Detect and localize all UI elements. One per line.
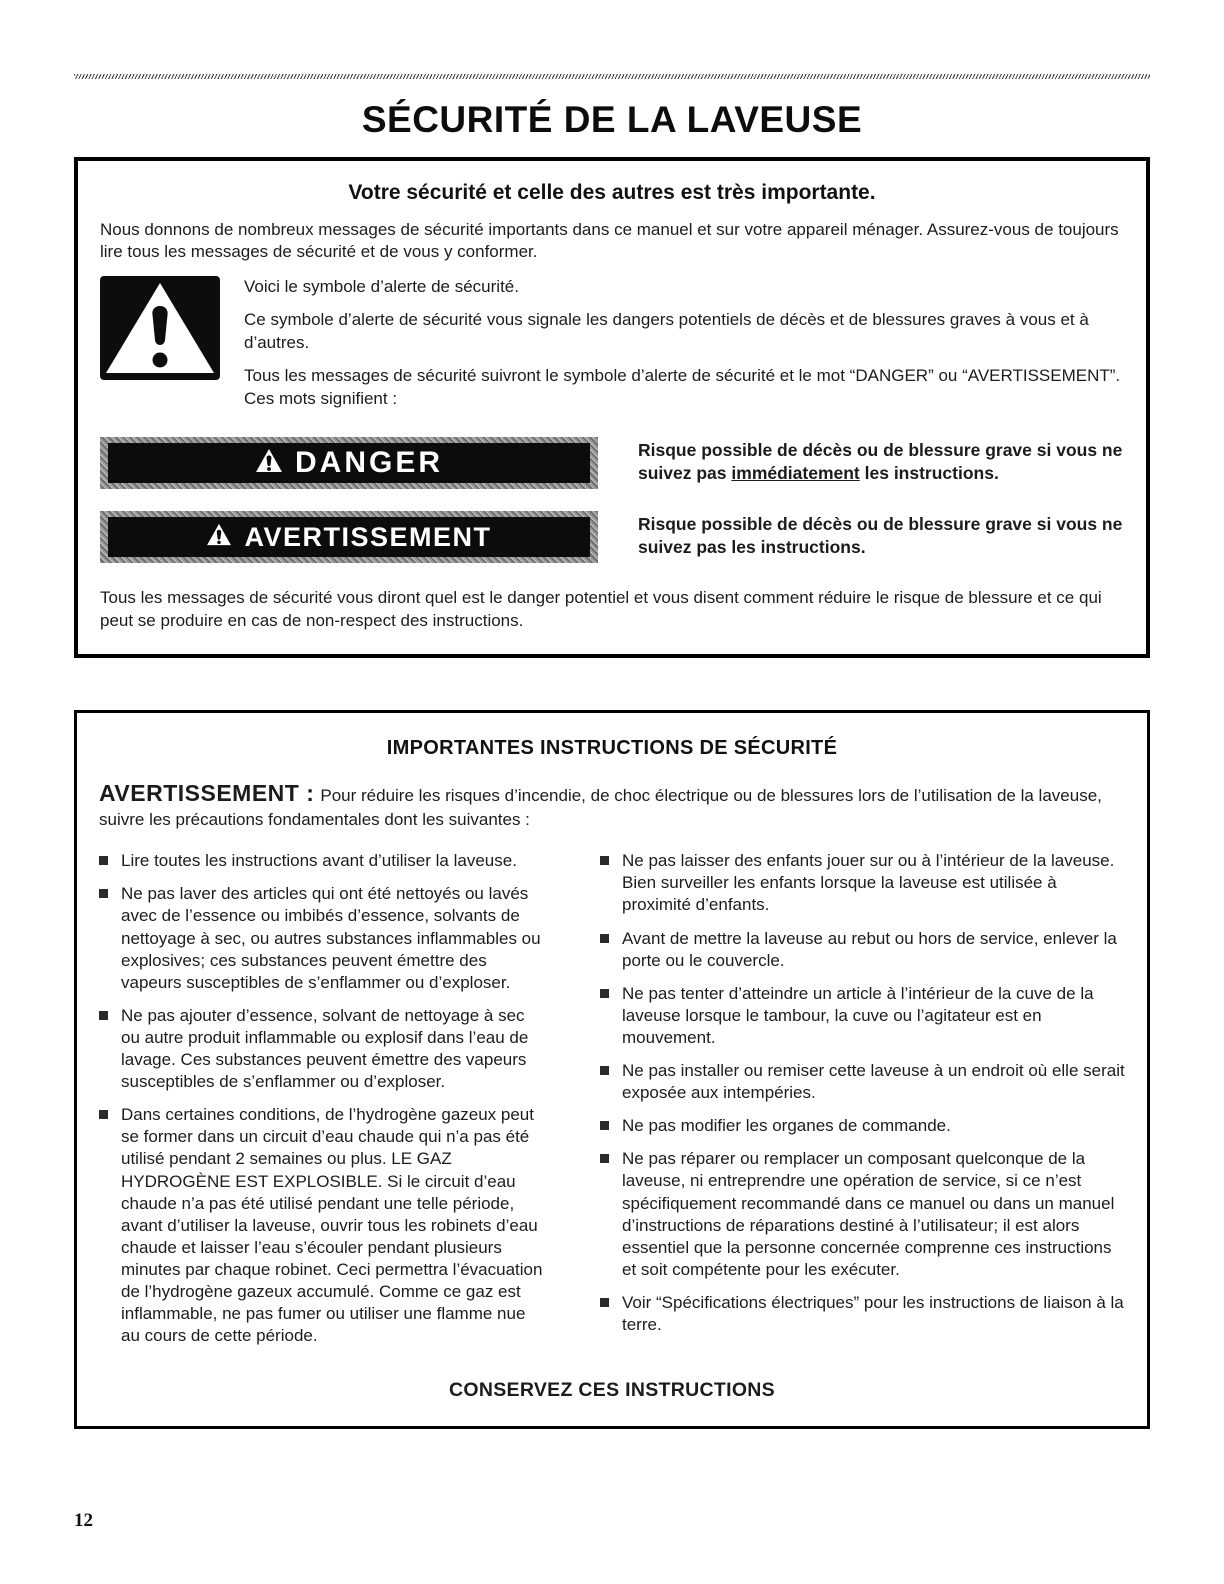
instructions-warning-line [99, 778, 1125, 832]
list-item [600, 850, 1125, 916]
danger-banner-inner [108, 443, 590, 483]
instructions-left-column [99, 850, 546, 1358]
square-bullet-icon [99, 1011, 108, 1020]
page-number: 12 [74, 1510, 93, 1531]
alert-symbol-text [244, 276, 1124, 421]
square-bullet-icon [99, 889, 108, 898]
danger-desc-underlined: immédiatement [731, 463, 860, 484]
symbol-follow-line: Tous les messages de sécurité suivront le symbole d’alerte de sécurité et le mot “DANGER” ou “AVERTISSEMENT”. Ces mots signifient : [244, 366, 1121, 408]
warning-banner [100, 511, 598, 563]
safety-alert-icon [100, 276, 220, 385]
list-item [99, 883, 546, 993]
list-item [99, 850, 546, 872]
list-item [600, 1060, 1125, 1104]
warning-word-text: Pour réduire les risques d’incendie, de choc électrique ou de blessures lors de l’utilisation de la laveuse, suivre les précautions fondamentales dont les suivantes : [99, 786, 1102, 830]
square-bullet-icon [600, 1154, 609, 1163]
warning-banner-inner [108, 517, 590, 557]
instruction-text: Ne pas laver des articles qui ont été nettoyés ou lavés avec de l’essence ou imbibés d’essence, solvants de nettoyage à sec, ou autres substances inflammables ou explosives; ces substances peuvent émettre des vapeurs susceptibles de s’enflammer ou d’exploser. [121, 884, 541, 992]
warning-triangle-icon [206, 523, 232, 551]
square-bullet-icon [600, 1298, 609, 1307]
square-bullet-icon [600, 989, 609, 998]
danger-banner [100, 437, 598, 489]
instruction-text: Ne pas laisser des enfants jouer sur ou à l’intérieur de la laveuse. Bien surveiller les enfants lorsque la laveuse est utilisée à proximité d’enfants. [622, 851, 1115, 915]
instruction-text: Ne pas installer ou remiser cette laveuse à un endroit où elle serait exposée aux intempéries. [622, 1061, 1125, 1103]
warning-description: Risque possible de décès ou de blessure grave si vous ne suivez pas les instructions. [638, 514, 1123, 558]
warning-triangle-icon [255, 448, 283, 478]
list-item [600, 1148, 1125, 1281]
instruction-text: Ne pas modifier les organes de commande. [622, 1116, 951, 1136]
list-item [600, 928, 1125, 972]
conserve-instructions-footer: CONSERVEZ CES INSTRUCTIONS [449, 1379, 775, 1402]
list-item [600, 1292, 1125, 1336]
symbol-intro-line: Voici le symbole d’alerte de sécurité. [244, 276, 519, 296]
warning-word: AVERTISSEMENT : [99, 780, 315, 807]
square-bullet-icon [99, 1110, 108, 1119]
instruction-text: Dans certaines conditions, de l’hydrogène gazeux peut se former dans un circuit d’eau chaude qui n’a pas été utilisé pendant 2 semaines ou plus. LE GAZ HYDROGÈNE EST EXPLOSIBLE. Si le circuit d’eau chaude n’a pas été utilisé pendant une telle période, avant d’utiliser la laveuse, ouvrir tous les robinets d’eau chaude et laisser l’eau s’écouler pendant plusieurs minutes par chaque robinet. Ceci permettra l’évacuation de l’hydrogène gazeux accumulé. Comme ce gaz est inflammable, ne pas fumer ou utiliser une flamme nue au cours de cette période. [121, 1105, 543, 1346]
square-bullet-icon [600, 1121, 609, 1130]
instruction-text: Voir “Spécifications électriques” pour les instructions de liaison à la terre. [622, 1292, 1124, 1334]
list-item [99, 1005, 546, 1093]
danger-desc-after: les instructions. [859, 463, 999, 484]
square-bullet-icon [600, 856, 609, 865]
decorative-hatched-rule [74, 74, 1150, 79]
safety-intro-text: Nous donnons de nombreux messages de sécurité importants dans ce manuel et sur votre appareil ménager. Assurez-vous de toujours lire tous les messages de sécurité et de vous y conformer. [100, 220, 1119, 262]
danger-desc-before: Risque possible de décès ou de blessure grave si vous ne suivez pas [638, 440, 1123, 484]
instruction-text: Lire toutes les instructions avant d’utiliser la laveuse. [121, 851, 517, 871]
danger-label: DANGER [294, 446, 443, 480]
safety-box-heading: Votre sécurité et celle des autres est très importante. [348, 181, 876, 204]
square-bullet-icon [600, 934, 609, 943]
list-item [600, 1115, 1125, 1137]
instructions-columns [99, 846, 1125, 1358]
page-title: SÉCURITÉ DE LA LAVEUSE [361, 99, 863, 140]
list-item [600, 983, 1125, 1049]
warning-signal-row [100, 511, 1124, 569]
square-bullet-icon [600, 1066, 609, 1075]
symbol-desc-line: Ce symbole d’alerte de sécurité vous signale les dangers potentiels de décès et de blessures graves à vous et à d’autres. [244, 310, 1089, 352]
list-item [99, 1104, 546, 1347]
instructions-heading: IMPORTANTES INSTRUCTIONS DE SÉCURITÉ [386, 737, 838, 760]
warning-label: AVERTISSEMENT [244, 521, 492, 552]
danger-signal-row [100, 437, 1124, 495]
safety-outro-text: Tous les messages de sécurité vous diront quel est le danger potentiel et vous disent comment réduire le risque de blessure et ce qui peut se produire en cas de non-respect des instructions. [100, 588, 1102, 630]
alert-symbol-row [100, 276, 1124, 421]
safety-overview-box [74, 157, 1150, 658]
square-bullet-icon [99, 856, 108, 865]
instructions-right-column [600, 850, 1125, 1358]
instruction-text: Ne pas réparer ou remplacer un composant quelconque de la laveuse, ni entreprendre une opération de service, si ce n’est spécifiquement recommandé dans ce manuel ou dans un manuel d’instructions de réparations destiné à l’utilisateur; il est alors essentiel que la personne concernée comprenne ces instructions et soit compétente pour les exécuter. [622, 1149, 1115, 1279]
important-instructions-box [74, 710, 1150, 1429]
danger-description [638, 439, 1124, 485]
instruction-text: Avant de mettre la laveuse au rebut ou hors de service, enlever la porte ou le couvercle. [622, 928, 1117, 970]
instruction-text: Ne pas tenter d’atteindre un article à l’intérieur de la cuve de la laveuse lorsque le tambour, la cuve ou l’agitateur est en mouvement. [622, 983, 1094, 1047]
instruction-text: Ne pas ajouter d’essence, solvant de nettoyage à sec ou autre produit inflammable ou explosif dans l’eau de lavage. Ces substances peuvent émettre des vapeurs susceptibles de s’enflammer ou d’exploser. [121, 1005, 529, 1092]
